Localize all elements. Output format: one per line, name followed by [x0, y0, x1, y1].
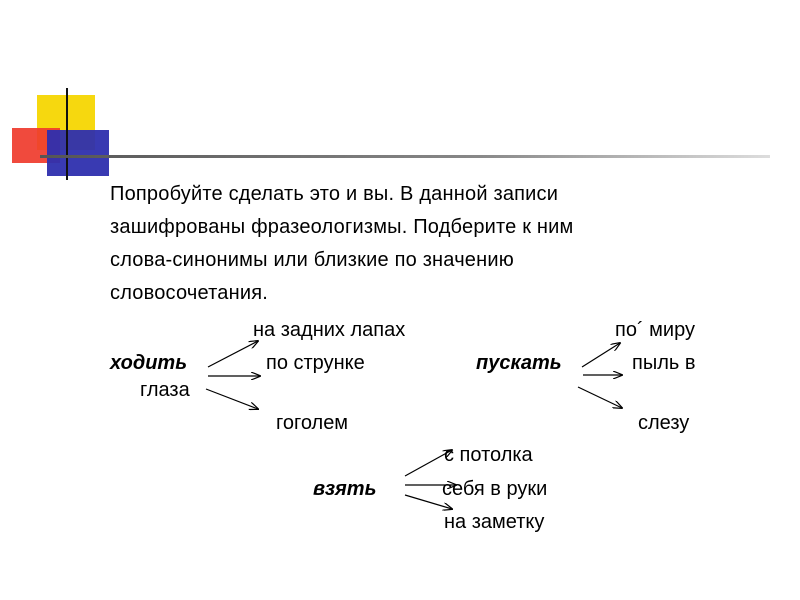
verb-vzyat: взять [313, 478, 377, 500]
arrow-vzyat-down [405, 495, 452, 509]
arrow-khodit-down [206, 389, 258, 409]
intro-line-2: зашифрованы фразеологизмы. Подберите к ним [110, 216, 574, 238]
phrase-pyl-v: пыль в [632, 352, 696, 374]
phrase-po-miru: по´ миру [615, 319, 695, 341]
phrase-na-zametku: на заметку [444, 511, 545, 533]
arrow-khodit-up [208, 341, 258, 367]
intro-line-3: слова-синонимы или близкие по значению [110, 249, 514, 271]
phrase-gogolem: гоголем [276, 412, 349, 434]
phrase-s-potolka: с потолка [444, 444, 533, 466]
intro-line-1: Попробуйте сделать это и вы. В данной записи [110, 183, 559, 205]
phrase-slezu: слезу [638, 412, 690, 434]
arrow-puskat-down [578, 387, 622, 408]
verb-khodit: ходить [110, 352, 188, 374]
arrow-vzyat-up [405, 450, 452, 476]
phrase-glaza-continuation: глаза [140, 379, 190, 401]
phrase-on-hind-legs: на задних лапах [253, 319, 406, 341]
intro-line-4: словосочетания. [110, 282, 268, 304]
arrow-puskat-up [582, 343, 620, 367]
phrase-sebya-v-ruki: себя в руки [442, 478, 548, 500]
phrase-po-strunke: по струнке [266, 352, 365, 374]
verb-puskat: пускать [476, 352, 562, 374]
